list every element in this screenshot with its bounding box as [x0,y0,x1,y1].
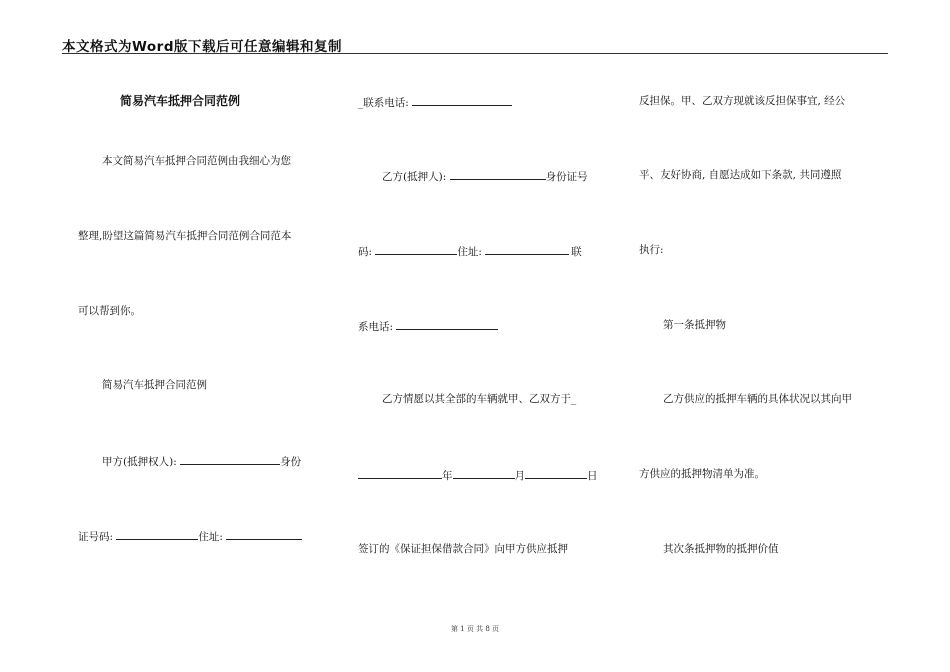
month-label: 月 [514,470,525,482]
negotiation-line: 平、友好协商, 自愿达成如下条款, 共同遵照 [639,169,842,181]
party-a-phone-label: _联系电话: [358,97,413,109]
column-2 [358,0,608,672]
document-title: 简易汽车抵押合同范例 [120,94,241,108]
header-text: 本文格式为Word版下载后可任意编辑和复制 [62,39,343,55]
party-b-phone-line [358,318,498,332]
collateral-list-line: 方供应的抵押物清单为准。 [639,468,765,480]
party-a-phone-line [358,94,512,108]
party-a-label: 甲方(抵押权人): [102,456,181,468]
month-blank[interactable] [453,467,515,479]
contract-subtitle: 简易汽车抵押合同范例 [102,379,207,391]
page-footer: 第 1 页 共 8 页 [450,625,500,633]
collateral-description-line: 乙方供应的抵押车辆的具体状况以其向甲 [663,393,852,405]
party-a-phone-blank[interactable] [412,94,512,106]
signed-text-line: 签订的《保证担保借款合同》向甲方供应抵押 [358,543,568,555]
intro-line-3: 可以帮到你。 [78,305,141,317]
party-a-address-blank[interactable] [226,528,302,540]
pledge-text-line: 乙方情愿以其全部的车辆就甲、乙双方于_ [382,393,577,405]
party-b-address-blank[interactable] [485,243,569,255]
date-line [358,467,598,481]
year-blank[interactable] [358,467,442,479]
day-blank[interactable] [525,467,587,479]
party-a-id-label-2: 证号码: [78,531,117,543]
party-a-id-label: 身份 [280,456,302,468]
party-b-contact-start: 联 [571,246,582,258]
article-2-heading: 其次条抵押物的抵押价值 [663,543,779,555]
party-a-id-line [78,528,302,542]
intro-line-2: 整理,盼望这篇简易汽车抵押合同范例合同范本 [78,230,292,242]
party-b-phone-blank[interactable] [396,318,498,330]
party-b-id-label: 身份证号 [545,171,588,183]
article-1-heading: 第一条抵押物 [663,319,726,331]
party-b-id-line [358,243,582,257]
day-label: 日 [587,470,598,482]
party-b-id-label-2: 码: [358,246,376,258]
party-b-line [382,168,588,182]
party-a-address-label: 住址: [198,531,227,543]
column-1 [78,0,330,672]
party-b-phone-label: 系电话: [358,321,397,333]
party-a-line [102,453,301,467]
party-b-label: 乙方(抵押人): [382,171,450,183]
counter-guarantee-line: 反担保。甲、乙双方现就该反担保事宜, 经公 [639,95,846,107]
party-b-name-blank[interactable] [450,168,546,180]
year-label: 年 [442,470,453,482]
execute-line: 执行: [639,244,664,256]
party-a-id-blank[interactable] [116,528,198,540]
party-b-id-blank[interactable] [375,243,457,255]
party-a-name-blank[interactable] [180,453,280,465]
intro-line-1: 本文简易汽车抵押合同范例由我细心为您 [102,155,291,167]
column-3 [639,0,884,672]
party-b-address-label: 住址: [457,246,486,258]
